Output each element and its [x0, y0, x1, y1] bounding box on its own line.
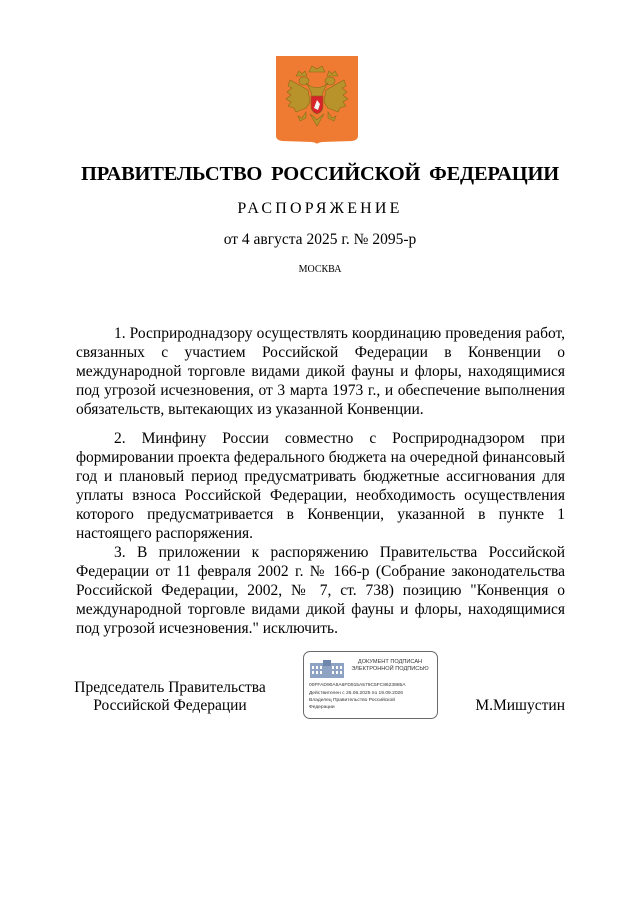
government-building-icon: [310, 660, 344, 678]
paragraph-2: 2. Минфину России совместно с Росприроднадзором при формировании проекта федерального бюджета на очередной финансовый год и плановый период предусматривать бюджетные ассигнования для уплаты взноса Российской Федерации, необходимость осуществления которого предусматривается в Конвенции, указанной в пункте 1 настоящего распоряжения.: [76, 430, 565, 543]
document-city: МОСКВА: [298, 264, 342, 275]
signatory-name: М.Мишустин: [475, 697, 565, 714]
paragraph-3: 3. В приложении к распоряжению Правительства Российской Федерации от 11 февраля 2002 г. № 166-р (Собрание законодательства Российской Федерации, 2002, № 7, ст. 738) позицию "Конвенция о международной торговле видами дикой фауны и флоры, находящимися под угрозой исчезновения." исключить.: [76, 544, 565, 638]
stamp-heading-line-2: ЭЛЕКТРОННОЙ ПОДПИСЬЮ: [351, 666, 429, 672]
signatory-title: [70, 679, 270, 715]
stamp-heading: [348, 659, 432, 673]
document-date-number: от 4 августа 2025 г. № 2095-р: [223, 231, 417, 248]
government-title: ПРАВИТЕЛЬСТВО РОССИЙСКОЙ ФЕДЕРАЦИИ: [81, 163, 559, 185]
stamp-owner-line-1: Владелец Правительство Российской: [309, 698, 395, 703]
electronic-signature-stamp: [303, 651, 438, 719]
signatory-title-line-2: Российской Федерации: [93, 697, 247, 714]
stamp-validity: Действителен с 26.06.2025 по 19.09.2026: [309, 691, 403, 696]
signatory-title-line-1: Председатель Правительства: [74, 679, 266, 696]
stamp-certificate: 00FFAD90A5A6FD915A579C5FC8623885A: [309, 683, 406, 688]
paragraph-1: 1. Росприроднадзору осуществлять координацию проведения работ, связанных с участием Российской Федерации в Конвенции о международной торговле видами дикой фауны и флоры, находящимися под угрозой исчезновения, от 3 марта 1973 г., и обеспечение выполнения обязательств, вытекающих из указанной Конвенции.: [76, 325, 565, 419]
document-type: РАСПОРЯЖЕНИЕ: [237, 200, 403, 217]
coat-of-arms-emblem: [276, 56, 358, 144]
stamp-owner-line-2: Федерации: [309, 705, 335, 710]
stamp-heading-line-1: ДОКУМЕНТ ПОДПИСАН: [357, 659, 423, 665]
